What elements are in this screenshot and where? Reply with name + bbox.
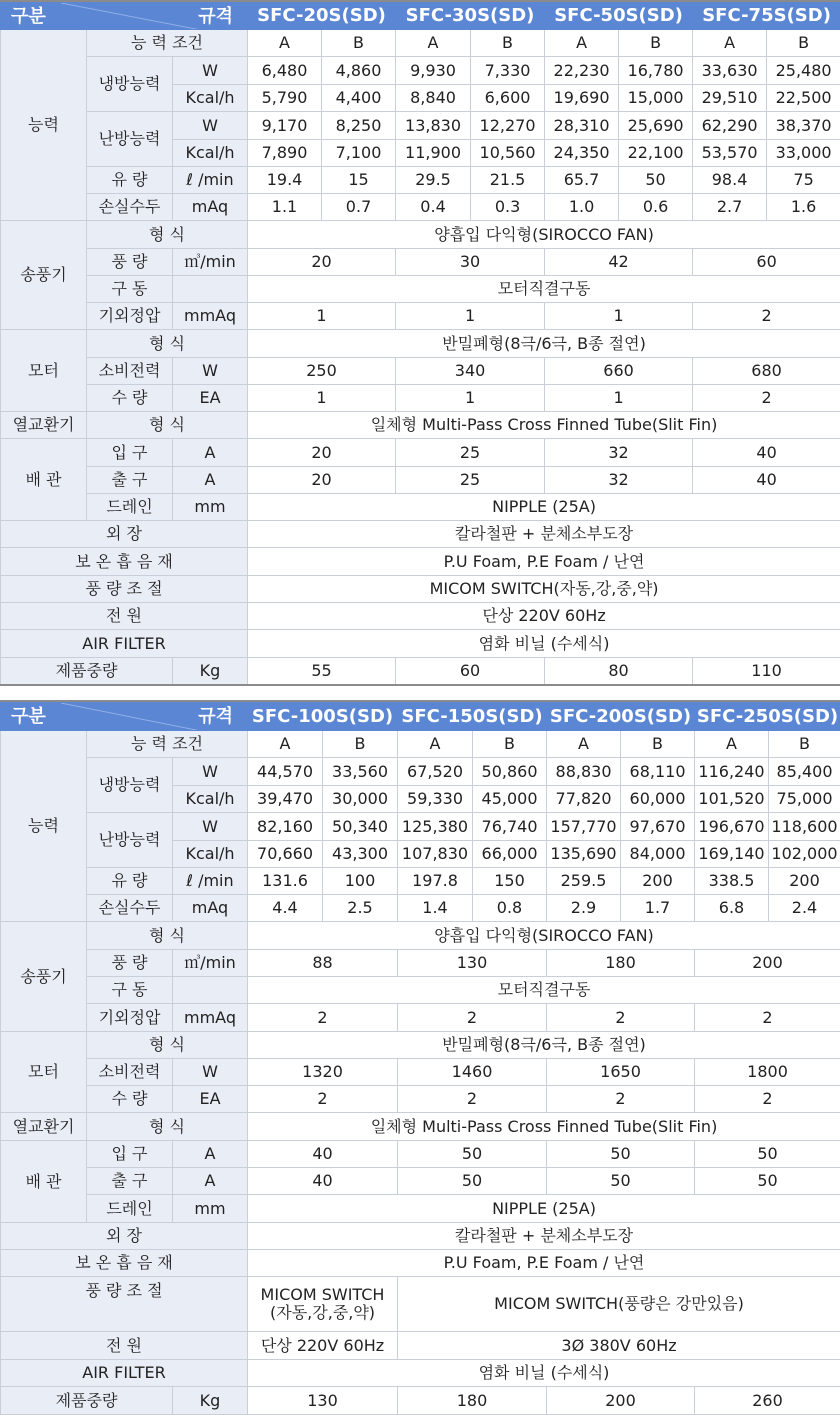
flow-label: 유 량 [87,167,173,194]
unit-kcal: Kcal/h [173,140,248,167]
cool-kcal-cell: 77,820 [547,786,621,813]
loss-cell: 2.7 [693,194,767,221]
cond-cell: A [545,30,619,57]
airflow-unit: ㎥/min [173,249,248,276]
air-filter-label: AIR FILTER [1,1360,248,1387]
model-header: SFC-75S(SD) [693,3,840,30]
capacity-label: 능력 [1,731,87,922]
loss-cell: 2.5 [323,895,398,922]
heat-w-cell: 82,160 [248,813,323,841]
cool-w-cell: 22,230 [545,57,619,85]
qty-unit: EA [173,1086,248,1113]
outlet-unit: A [173,1168,248,1195]
flow-cell: 150 [473,868,547,895]
loss-cell: 1.6 [767,194,840,221]
outlet-cell: 32 [545,467,693,494]
heat-kcal-cell: 169,140 [695,841,769,868]
loss-cell: 0.8 [473,895,547,922]
flow-label: 유 량 [87,868,173,895]
unit-kcal: Kcal/h [173,841,248,868]
flow-cell: 100 [323,868,398,895]
fan-label: 송풍기 [1,922,87,1032]
inlet-cell: 50 [695,1141,840,1168]
cool-kcal-cell: 22,500 [767,85,840,112]
power-cell: 340 [396,358,545,385]
model-header: SFC-20S(SD) [248,3,396,30]
esp-cell: 1 [396,303,545,330]
airflow-cell: 60 [693,249,840,276]
power-label: 소비전력 [87,1059,173,1086]
power-unit: W [173,358,248,385]
loss-cell: 2.4 [769,895,840,922]
esp-cell: 2 [695,1004,840,1032]
heat-kcal-cell: 7,100 [322,140,396,167]
cond-cell: A [248,731,323,758]
cool-kcal-cell: 45,000 [473,786,547,813]
loss-cell: 1.0 [545,194,619,221]
outlet-cell: 50 [398,1168,547,1195]
heat-w-cell: 76,740 [473,813,547,841]
outlet-label: 출 구 [87,467,173,494]
power-cell: 1460 [398,1059,547,1086]
airflow-cell: 130 [398,950,547,977]
drain-unit: mm [173,494,248,521]
weight-cell: 260 [695,1387,840,1415]
exterior-value: 칼라철판 + 분체소부도장 [248,521,840,548]
cond-cell: B [322,30,396,57]
spec-table-1 [0,2,840,685]
heat-kcal-cell: 66,000 [473,841,547,868]
flow-cell: 197.8 [398,868,473,895]
airflow-label: 풍 량 [87,950,173,977]
cond-cell: B [767,30,840,57]
airflow-control-first [248,1277,398,1332]
fan-type-label: 형 식 [87,221,248,249]
heat-kcal-cell: 43,300 [323,841,398,868]
outlet-cell: 50 [547,1168,695,1195]
hx-label: 열교환기 [1,412,87,439]
unit-w: W [173,813,248,841]
pipe-label: 배 관 [1,1141,87,1223]
header-spec-label: 규격 [198,706,234,727]
cond-cell: A [248,30,322,57]
drain-label: 드레인 [87,1195,173,1223]
heat-w-cell: 9,170 [248,112,322,140]
air-filter-value: 염화 비닐 (수세식) [248,630,840,658]
outlet-cell: 40 [693,467,840,494]
pipe-label: 배 관 [1,439,87,521]
flow-cell: 15 [322,167,396,194]
cool-w-cell: 88,830 [547,758,621,786]
header-corner [1,703,248,731]
cond-cell: A [547,731,621,758]
cool-w-cell: 68,110 [621,758,695,786]
cond-cell: B [621,731,695,758]
power-supply-label: 전 원 [1,1332,248,1360]
airflow-cell: 180 [547,950,695,977]
heat-kcal-cell: 135,690 [547,841,621,868]
cool-w-cell: 44,570 [248,758,323,786]
power-supply-first: 단상 220V 60Hz [248,1332,398,1360]
cool-kcal-cell: 59,330 [398,786,473,813]
drain-label: 드레인 [87,494,173,521]
power-cell: 1650 [547,1059,695,1086]
esp-cell: 2 [693,303,840,330]
power-cell: 250 [248,358,396,385]
drive-label: 구 동 [87,977,173,1004]
airflow-cell: 20 [248,249,396,276]
drain-value: NIPPLE (25A) [248,1195,840,1223]
esp-cell: 1 [248,303,396,330]
cond-cell: A [693,30,767,57]
heat-kcal-cell: 22,100 [619,140,693,167]
flow-cell: 338.5 [695,868,769,895]
heat-kcal-cell: 107,830 [398,841,473,868]
heat-kcal-cell: 33,000 [767,140,840,167]
model-header: SFC-50S(SD) [545,3,693,30]
heat-w-cell: 28,310 [545,112,619,140]
heating-label: 난방능력 [87,112,173,167]
esp-cell: 2 [547,1004,695,1032]
power-cell: 1800 [695,1059,840,1086]
outlet-cell: 20 [248,467,396,494]
cool-w-cell: 16,780 [619,57,693,85]
drain-value: NIPPLE (25A) [248,494,840,521]
airflow-control-first-line2: (자동,강,중,약) [270,1303,376,1322]
header-corner [1,3,248,30]
capacity-label: 능력 [1,30,87,221]
heat-w-cell: 118,600 [769,813,840,841]
qty-label: 수 량 [87,385,173,412]
drive-unit [173,977,248,1004]
heating-label: 난방능력 [87,813,173,868]
heat-kcal-cell: 11,900 [396,140,471,167]
cool-w-cell: 116,240 [695,758,769,786]
cool-w-cell: 85,400 [769,758,840,786]
loss-cell: 4.4 [248,895,323,922]
airflow-control-rest: MICOM SWITCH(풍량은 강만있음) [398,1277,840,1332]
drive-value: 모터직결구동 [248,276,840,303]
condition-label: 능 력 조건 [87,30,248,57]
insulation-label: 보 온 흡 음 재 [1,1250,248,1277]
power-label: 소비전력 [87,358,173,385]
head-loss-label: 손실수두 [87,895,173,922]
heat-kcal-cell: 53,570 [693,140,767,167]
hx-type-value: 일체형 Multi-Pass Cross Finned Tube(Slit Fin) [248,412,840,439]
esp-cell: 1 [545,303,693,330]
cool-kcal-cell: 60,000 [621,786,695,813]
cool-kcal-cell: 6,600 [471,85,545,112]
inlet-cell: 40 [693,439,840,467]
qty-cell: 2 [695,1086,840,1113]
cool-kcal-cell: 5,790 [248,85,322,112]
head-loss-unit: mAq [173,895,248,922]
cool-kcal-cell: 8,840 [396,85,471,112]
weight-cell: 110 [693,658,840,685]
flow-cell: 200 [621,868,695,895]
inlet-cell: 32 [545,439,693,467]
cool-w-cell: 25,480 [767,57,840,85]
flow-unit: ℓ /min [173,167,248,194]
cool-w-cell: 33,630 [693,57,767,85]
esp-cell: 2 [398,1004,547,1032]
airflow-control-label: 풍 량 조 절 [1,1277,248,1332]
motor-label: 모터 [1,1032,87,1113]
heat-kcal-cell: 84,000 [621,841,695,868]
outlet-cell: 50 [695,1168,840,1195]
hx-type-value: 일체형 Multi-Pass Cross Finned Tube(Slit Fin) [248,1113,840,1141]
cool-w-cell: 7,330 [471,57,545,85]
weight-unit: Kg [173,658,248,685]
cool-w-cell: 33,560 [323,758,398,786]
heat-kcal-cell: 102,000 [769,841,840,868]
motor-type-label: 형 식 [87,1032,248,1059]
cond-cell: A [396,30,471,57]
fan-type-value: 양흡입 다익형(SIROCCO FAN) [248,221,840,249]
loss-cell: 2.9 [547,895,621,922]
heat-w-cell: 157,770 [547,813,621,841]
air-filter-value: 염화 비닐 (수세식) [248,1360,840,1387]
esp-unit: mmAq [173,303,248,330]
hx-type-label: 형 식 [87,412,248,439]
heat-w-cell: 50,340 [323,813,398,841]
spec-table-2 [0,702,840,1415]
model-header: SFC-30S(SD) [396,3,545,30]
qty-cell: 1 [248,385,396,412]
esp-unit: mmAq [173,1004,248,1032]
power-cell: 660 [545,358,693,385]
heat-kcal-cell: 7,890 [248,140,322,167]
weight-cell: 130 [248,1387,398,1415]
model-header: SFC-250S(SD) [695,703,840,731]
cool-w-cell: 6,480 [248,57,322,85]
loss-cell: 0.7 [322,194,396,221]
heat-kcal-cell: 70,660 [248,841,323,868]
qty-label: 수 량 [87,1086,173,1113]
exterior-label: 외 장 [1,521,248,548]
flow-cell: 259.5 [547,868,621,895]
airflow-control-first-line1: MICOM SWITCH [260,1285,385,1305]
head-loss-unit: mAq [173,194,248,221]
flow-cell: 75 [767,167,840,194]
cool-kcal-cell: 30,000 [323,786,398,813]
qty-cell: 2 [398,1086,547,1113]
header-group-label: 구분 [11,706,46,727]
weight-cell: 60 [396,658,545,685]
cool-kcal-cell: 39,470 [248,786,323,813]
flow-cell: 131.6 [248,868,323,895]
insulation-value: P.U Foam, P.E Foam / 난연 [248,548,840,576]
qty-unit: EA [173,385,248,412]
loss-cell: 0.4 [396,194,471,221]
power-cell: 1320 [248,1059,398,1086]
loss-cell: 0.6 [619,194,693,221]
head-loss-label: 손실수두 [87,194,173,221]
motor-label: 모터 [1,330,87,412]
loss-cell: 6.8 [695,895,769,922]
flow-cell: 98.4 [693,167,767,194]
cond-cell: B [473,731,547,758]
flow-unit: ℓ /min [173,868,248,895]
cool-kcal-cell: 19,690 [545,85,619,112]
inlet-unit: A [173,1141,248,1168]
drain-unit: mm [173,1195,248,1223]
outlet-label: 출 구 [87,1168,173,1195]
model-header: SFC-150S(SD) [398,703,547,731]
esp-label: 기외정압 [87,1004,173,1032]
cond-cell: B [471,30,545,57]
insulation-value: P.U Foam, P.E Foam / 난연 [248,1250,840,1277]
power-supply-label: 전 원 [1,603,248,630]
flow-cell: 21.5 [471,167,545,194]
qty-cell: 1 [396,385,545,412]
weight-label: 제품중량 [1,658,173,685]
power-unit: W [173,1059,248,1086]
cool-w-cell: 4,860 [322,57,396,85]
unit-kcal: Kcal/h [173,786,248,813]
airflow-label: 풍 량 [87,249,173,276]
fan-type-label: 형 식 [87,922,248,950]
drive-label: 구 동 [87,276,173,303]
flow-cell: 50 [619,167,693,194]
outlet-unit: A [173,467,248,494]
loss-cell: 1.1 [248,194,322,221]
inlet-unit: A [173,439,248,467]
inlet-cell: 50 [398,1141,547,1168]
cond-cell: A [398,731,473,758]
qty-cell: 2 [547,1086,695,1113]
heat-w-cell: 125,380 [398,813,473,841]
cond-cell: B [769,731,840,758]
cool-kcal-cell: 15,000 [619,85,693,112]
unit-kcal: Kcal/h [173,85,248,112]
motor-type-value: 반밀폐형(8극/6극, B종 절연) [248,330,840,358]
hx-type-label: 형 식 [87,1113,248,1141]
cool-w-cell: 50,860 [473,758,547,786]
inlet-cell: 20 [248,439,396,467]
fan-type-value: 양흡입 다익형(SIROCCO FAN) [248,922,840,950]
unit-w: W [173,758,248,786]
unit-w: W [173,57,248,85]
heat-w-cell: 13,830 [396,112,471,140]
cool-w-cell: 9,930 [396,57,471,85]
weight-cell: 200 [547,1387,695,1415]
cond-cell: B [619,30,693,57]
heat-w-cell: 97,670 [621,813,695,841]
loss-cell: 0.3 [471,194,545,221]
cool-w-cell: 67,520 [398,758,473,786]
heat-kcal-cell: 10,560 [471,140,545,167]
motor-type-label: 형 식 [87,330,248,358]
model-header: SFC-200S(SD) [547,703,695,731]
esp-label: 기외정압 [87,303,173,330]
air-filter-label: AIR FILTER [1,630,248,658]
heat-w-cell: 12,270 [471,112,545,140]
power-supply-value: 단상 220V 60Hz [248,603,840,630]
cond-cell: A [695,731,769,758]
heat-w-cell: 62,290 [693,112,767,140]
exterior-value: 칼라철판 + 분체소부도장 [248,1223,840,1250]
cool-kcal-cell: 101,520 [695,786,769,813]
weight-label: 제품중량 [1,1387,173,1415]
motor-type-value: 반밀폐형(8극/6극, B종 절연) [248,1032,840,1059]
inlet-cell: 40 [248,1141,398,1168]
outlet-cell: 40 [248,1168,398,1195]
header-group-label: 구분 [11,6,46,27]
drive-value: 모터직결구동 [248,977,840,1004]
flow-cell: 200 [769,868,840,895]
heat-w-cell: 38,370 [767,112,840,140]
power-cell: 680 [693,358,840,385]
weight-cell: 180 [398,1387,547,1415]
loss-cell: 1.4 [398,895,473,922]
qty-cell: 1 [545,385,693,412]
inlet-label: 입 구 [87,1141,173,1168]
weight-cell: 55 [248,658,396,685]
loss-cell: 1.7 [621,895,695,922]
heat-w-cell: 8,250 [322,112,396,140]
airflow-control-value: MICOM SWITCH(자동,강,중,약) [248,576,840,603]
cond-cell: B [323,731,398,758]
airflow-cell: 200 [695,950,840,977]
unit-w: W [173,112,248,140]
flow-cell: 65.7 [545,167,619,194]
qty-cell: 2 [693,385,840,412]
qty-cell: 2 [248,1086,398,1113]
inlet-cell: 50 [547,1141,695,1168]
condition-label: 능 력 조건 [87,731,248,758]
power-supply-rest: 3Ø 380V 60Hz [398,1332,840,1360]
exterior-label: 외 장 [1,1223,248,1250]
esp-cell: 2 [248,1004,398,1032]
airflow-control-label: 풍 량 조 절 [1,576,248,603]
insulation-label: 보 온 흡 음 재 [1,548,248,576]
drive-unit [173,276,248,303]
heat-w-cell: 25,690 [619,112,693,140]
flow-cell: 19.4 [248,167,322,194]
heat-kcal-cell: 24,350 [545,140,619,167]
cool-kcal-cell: 4,400 [322,85,396,112]
weight-cell: 80 [545,658,693,685]
flow-cell: 29.5 [396,167,471,194]
cooling-label: 냉방능력 [87,57,173,112]
cool-kcal-cell: 29,510 [693,85,767,112]
weight-unit: Kg [173,1387,248,1415]
cool-kcal-cell: 75,000 [769,786,840,813]
cooling-label: 냉방능력 [87,758,173,813]
header-spec-label: 규격 [198,6,234,27]
airflow-cell: 30 [396,249,545,276]
model-header: SFC-100S(SD) [248,703,398,731]
inlet-label: 입 구 [87,439,173,467]
outlet-cell: 25 [396,467,545,494]
fan-label: 송풍기 [1,221,87,330]
heat-w-cell: 196,670 [695,813,769,841]
hx-label: 열교환기 [1,1113,87,1141]
airflow-cell: 88 [248,950,398,977]
airflow-cell: 42 [545,249,693,276]
airflow-unit: ㎥/min [173,950,248,977]
inlet-cell: 25 [396,439,545,467]
